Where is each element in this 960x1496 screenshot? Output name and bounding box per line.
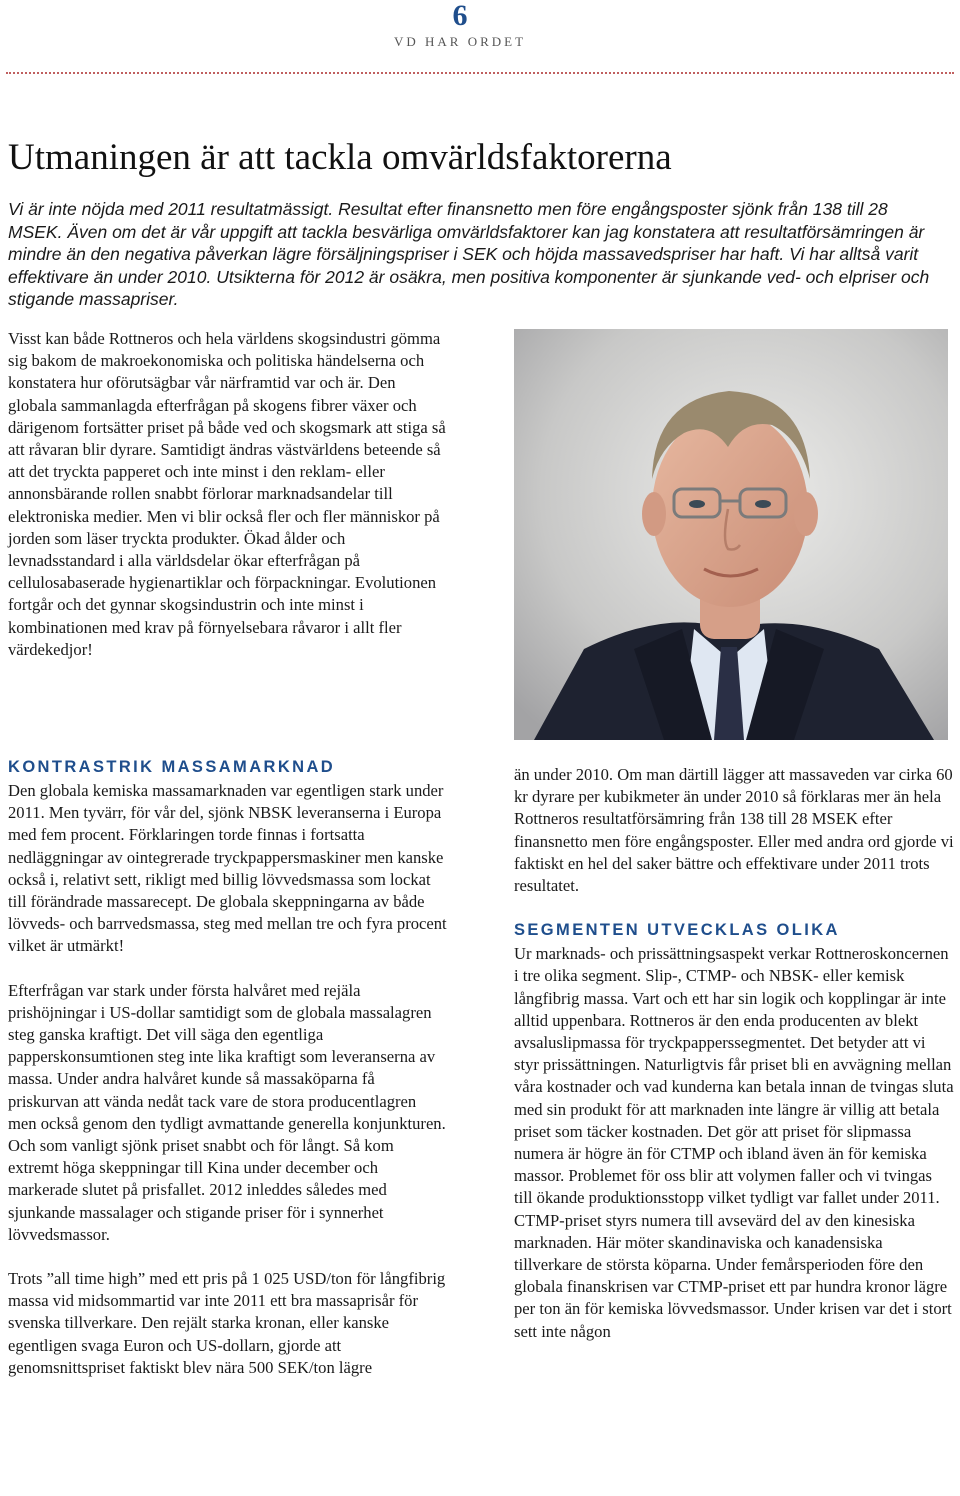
page-title: Utmaningen är att tackla omvärldsfaktorerna	[8, 137, 672, 178]
body-paragraph: Den globala kemiska massamarknaden var egentligen stark under 2011. Men tyvärr, för vår del, sjönk NBSK leveranserna i Europa med fem procent. Förklaringen torde finnas i fortsatta nedläggningar av ointegrerade tryckpappersmaskiner men kanske också i, relativt sett, rikligt med billig lövvedsmassa som lockat till förändrade massarecept. De globala skeppningarna av både lövveds- och barrvedsmassa, steg med mellan tre och fyra procent vilket är utmärkt!	[8, 781, 447, 956]
right-column	[514, 764, 954, 1343]
left-column	[8, 756, 448, 1379]
page-number: 6	[452, 0, 468, 32]
ingress-paragraph: Vi är inte nöjda med 2011 resultatmässigt. Resultat efter finansnetto men före engångsposter sjönk från 138 till 28 MSEK. Även om det är vår uppgift att tackla besvärliga omvärldsfaktorer kan jag konstatera att resultatförsämringen är mindre än den negativa påverkan lägre försäljningspriser i SEK och höjda massavedspriser har haft. Vi har alltså varit effektivare än under 2010. Utsikterna för 2012 är osäkra, men positiva komponenter är sjunkande ved- och elpriser och stigande massapriser.	[8, 199, 930, 310]
body-paragraph: Efterfrågan var stark under första halvåret med rejäla prishöjningar i US-dollar samtidigt som de globala massalagren steg ganska kraftigt. Det vill säga den egentliga papperskonsumtionen steg inte lika kraftigt som leveranserna av massa. Under andra halvåret kunde så massaköparna få priskurvan att vända nedåt tack vare de stora producentlagren men också genom den tydligt avmattande generella konjunkturen. Och som vanligt sjönk priset snabbt och för långt. Så kom extremt höga skeppningar till Kina under december och markerade slutet på prisfallet. 2012 inleddes således med sjunkande massalager och stigande priser för i synnerhet lövvedsmassor.	[8, 980, 446, 1244]
intro-paragraph: Visst kan både Rottneros och hela världens skogsindustri gömma sig bakom de makroekonomiska och politiska händelserna och konstatera hur oförutsägbar vår närframtid var och är. Den globala sammanlagda efterfrågan på skogens fibrer växer och därigenom fortsätter priset på både ved och skogsmark att stiga så att råvaran blir dyrare. Samtidigt ändras västvärldens beteende så att det tryckta papperet och inte minst i den reklam- eller annonsbärande rollen snabbt förlorar marknadsandelar till elektroniska medier. Men vi blir också fler och fler människor på jorden som läser tryckta produkter. Ökad ålder och levnadsstandard i alla världsdelar ökar efterfrågan på cellulosabaserade hygienartiklar och förpackningar. Evolutionen fortgår och det gynnar skogsindustrin och inte minst i kombinationen med krav på förnyelsebara råvaror i allt fler värdekedjor!	[8, 329, 446, 659]
ceo-portrait-photo	[514, 329, 948, 740]
section-heading-kontrastrik: KONTRASTRIK MASSAMARKNAD	[8, 758, 336, 776]
section-label: VD HAR ORDET	[393, 34, 527, 49]
intro-column	[8, 328, 448, 661]
body-paragraph: Ur marknads- och prissättningsaspekt verkar Rottneroskoncernen i tre olika segment. Slip-, CTMP- och NBSK- eller kemisk långfibrig massa. Vart och ett har sin logik och kopplingar är inte alltid uppenbara. Rottneros är den enda producenten av blekt avsaluslipmassa för tryckpapperssegmentet. Det betyder att vi styr prissättningen. Naturligtvis får priset bli en avvägning mellan våra kostnader och vad kunderna kan betala innan de tvingas sluta med sin produkt för att marknaden inte längre är villig att betala priset som täcker kostnaden. Det gör att priset för slipmassa numera är högre än för CTMP och ibland även än för kemiska massor. Problemet för oss blir att volymen faller och vi tvingas till ökande produktionsstopp vilket tydligt var fallet under 2011. CTMP-priset styrs numera till avsevärd del av den kinesiska marknaden. Här möter skandinaviska och kanadensiska tillverkare de största köparna. Under femårsperioden före den globala finanskrisen var CTMP-priset ett par hundra kronor lägre per ton än för kemiska lövvedsmassor. Under krisen var det i stort sett inte någon	[514, 944, 954, 1341]
dotted-divider	[6, 72, 954, 74]
section-heading-segmenten: SEGMENTEN UTVECKLAS OLIKA	[514, 921, 840, 940]
body-paragraph-continued: än under 2010. Om man därtill lägger att massaveden var cirka 60 kr dyrare per kubikmeter än under 2010 så förklaras mer än hela Rottneros resultatförsämring från 138 till 28 MSEK efter finansnetto men före engångsposter. Eller med andra ord gjorde vi faktiskt en hel del saker bättre och effektivare under 2011 trots resultatet.	[514, 765, 954, 896]
portrait-illustration	[514, 329, 948, 740]
body-paragraph: Trots ”all time high” med ett pris på 1 025 USD/ton för långfibrig massa vid midsommartid var inte 2011 ett bra massaprisår för svenska tillverkare. Den rejält starka kronan, eller kanske egentligen svaga Euron och US-dollarn, gjorde att genomsnittspriset faktiskt blev nära 500 SEK/ton lägre	[8, 1269, 446, 1377]
